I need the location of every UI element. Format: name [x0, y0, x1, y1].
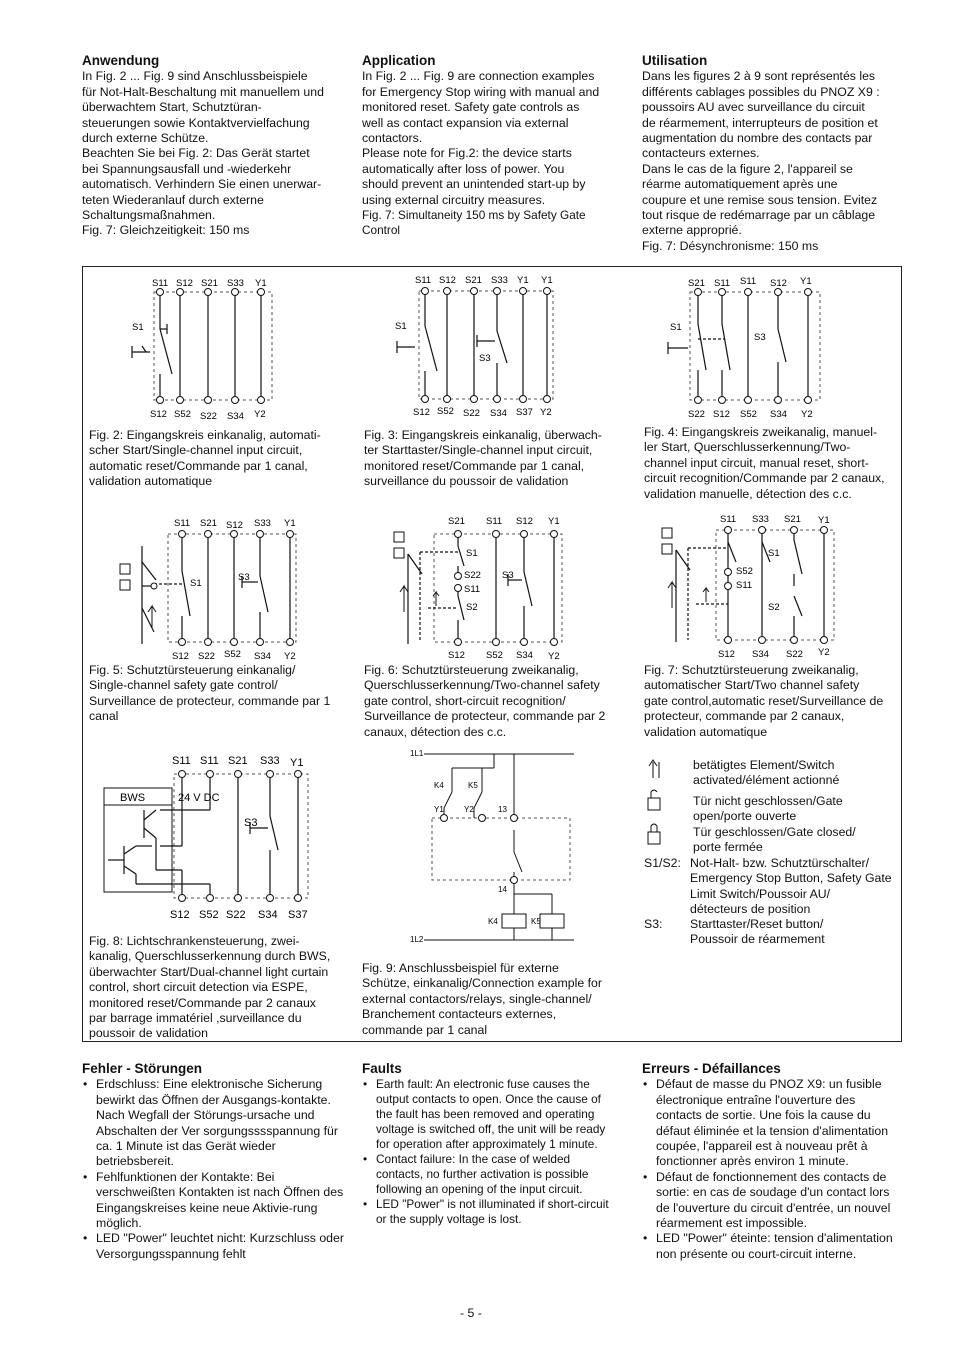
fig8-voltage: 24 V DC [178, 792, 220, 804]
fig8-s3: S3 [244, 817, 258, 829]
fig2-diagram [120, 274, 280, 424]
legend-s3-text: Starttaster/Reset button/ Poussoir de réarmement [690, 917, 825, 947]
fig9-l1: 1L1 [410, 749, 424, 758]
fig8-bws: BWS [120, 792, 146, 804]
fig4-b3: S34 [770, 409, 787, 420]
fig2-t4: Y1 [255, 278, 267, 289]
faults-fr [642, 1061, 904, 1262]
fig8-b3: S34 [258, 909, 278, 921]
fig8-t1: S11 [200, 755, 219, 767]
fig9-k5-coil: K5 [531, 917, 541, 926]
legend-s1s2-text: Not-Halt- bzw. Schutztürschalter/ Emergency Stop Button, Safety Gate Limit Switch/Poussoir AU/ détecteurs de position [690, 856, 892, 917]
fig2-b1: S52 [174, 409, 191, 420]
fig9-k4-coil: K4 [488, 917, 498, 926]
fig7-t2: S21 [784, 514, 801, 525]
fig3-t4: Y1 [517, 275, 529, 286]
fig7-s11: S11 [736, 580, 753, 591]
heading-anwendung: Anwendung [82, 53, 160, 68]
fig5-b2: S52 [224, 649, 241, 660]
fig9-y1: Y1 [434, 805, 444, 814]
gate-closed-icon [648, 824, 660, 844]
text-utilisation: Dans les figures 2 à 9 sont représentés les différents cablages possibles du PNOZ X9 : poussoirs AU avec surveillance du circuit de réarmement, interrupteurs de position et augmentation du nombre des contacts par contacteurs externes. Dans le cas de la figure 2, l'appareil se réarme automatiquement après une coupure et une remise sous tension. Evitez tout risque de redémarrage par un câblage externe approprié. Fig. 7: Désynchronisme: 150 ms [642, 69, 880, 253]
fault-en-3: • LED "Power" is not illuminated if short-circuit or the supply voltage is lost. [376, 1197, 620, 1227]
fig6-t3: Y1 [548, 516, 560, 527]
fig6-s11: S11 [464, 584, 481, 595]
fig5-t2: S12 [226, 520, 243, 531]
fig5-t1: S21 [200, 518, 217, 529]
fig5-b0: S12 [172, 651, 189, 662]
fig3-b4: S37 [516, 407, 533, 418]
fig2-b0: S12 [150, 409, 167, 420]
fig4-b1: S12 [713, 409, 730, 420]
fig7-b1: S34 [752, 649, 769, 660]
fig2-caption: Fig. 2: Eingangskreis einkanalig, automati- scher Start/Single-channel input circuit, automatic reset/Commande par 1 canal, validation automatique [89, 428, 321, 489]
fig6-b1: S52 [486, 650, 503, 661]
fig6-s2: S2 [466, 602, 478, 613]
fig4-b0: S22 [688, 409, 705, 420]
fig2-b4: Y2 [254, 409, 266, 420]
fig6-b0: S12 [448, 650, 465, 661]
fig6-s22: S22 [464, 570, 481, 581]
fig7-s52: S52 [736, 566, 753, 577]
text-application-fig7: Fig. 7: Simultaneity 150 ms by Safety Gate Control [362, 208, 586, 237]
fig4-caption: Fig. 4: Eingangskreis zweikanalig, manuel- ler Start, Querschlusserkennung/Two- channel input circuit, manual reset, short- circuit recognition/Commande par 2 canaux, validation manuelle, détection des c.c. [644, 425, 885, 501]
fig9-14: 14 [498, 885, 507, 894]
fig2-s1: S1 [132, 322, 144, 333]
fig5-t4: Y1 [284, 518, 296, 529]
fault-fr-1: • Défaut de masse du PNOZ X9: un fusible électronique entraîne l'ouverture des contacts de sortie. Une fois la cause du défaut éliminée et la tension d'alimentation coupée, l'appareil est à nouveau prêt à fonctionner après environ 1 minute. [656, 1077, 904, 1169]
fig3-t5: Y1 [541, 275, 553, 286]
fig3-b2: S22 [463, 408, 480, 419]
fig7-s2: S2 [768, 602, 780, 613]
intro-en [362, 53, 632, 237]
fig7-caption: Fig. 7: Schutztürsteuerung zweikanalig, automatischer Start/Two channel safety gate control,automatic reset/Surveillance de protecteur, commande par 2 canaux, validation automatique [644, 663, 884, 739]
fig5-s3: S3 [238, 572, 250, 583]
fig6-b3: Y2 [548, 651, 560, 662]
fig2-t1: S12 [176, 278, 193, 289]
fig9-k5-contact: K5 [468, 781, 478, 790]
fig8-b2: S22 [226, 909, 246, 921]
fig7-b3: Y2 [818, 647, 830, 658]
actuated-icon [649, 760, 659, 778]
heading-utilisation: Utilisation [642, 53, 708, 68]
fig8-b4: S37 [288, 909, 308, 921]
fig6-b2: S34 [516, 650, 533, 661]
fig2-t3: S33 [227, 278, 244, 289]
fig5-caption: Fig. 5: Schutztürsteuerung einkanalig/ Single-channel safety gate control/ Surveillance de protecteur, commande par 1 canal [89, 663, 331, 724]
fig6-t0: S21 [448, 516, 465, 527]
fig8-t3: S33 [260, 755, 280, 767]
faults-en [362, 1061, 620, 1227]
fig4-b4: Y2 [801, 409, 813, 420]
fig6-t2: S12 [516, 516, 533, 527]
fault-de-1: • Erdschluss: Eine elektronische Sicherung bewirkt das Öffnen der Ausgangs-kontakte. Nach Wegfall der Störungs-ursache und Abschalten der Ver sorgungsssspannung für ca. 1 Minute ist das Gerät wieder betriebsbereit. [96, 1077, 344, 1169]
fig3-s1: S1 [395, 321, 407, 332]
fig3-t1: S12 [439, 275, 456, 286]
fig3-s3: S3 [479, 353, 491, 364]
fig8-t4: Y1 [290, 757, 304, 769]
fig7-b0: S12 [718, 649, 735, 660]
fig6-diagram [390, 514, 570, 662]
fig3-t2: S21 [465, 275, 482, 286]
fig6-t1: S11 [486, 516, 503, 527]
fault-de-3: • LED "Power" leuchtet nicht: Kurzschluss oder Versorgungsspannung fehlt [96, 1231, 344, 1262]
fig7-s1: S1 [768, 548, 780, 559]
fault-fr-2: • Défaut de fonctionnement des contacts de sortie: en cas de soudage d'un contact lors de l'ouverture du circuit d'entrée, un nouvel réarmement est impossible. [656, 1170, 904, 1232]
fig4-diagram [660, 274, 830, 424]
fig6-s3: S3 [502, 570, 514, 581]
fig9-13: 13 [498, 805, 507, 814]
fig2-b3: S34 [227, 411, 244, 422]
fault-en-1: • Earth fault: An electronic fuse causes the output contacts to open. Once the cause of the fault has been removed and operating voltage is switched off, the unit will be ready for operation after approximately 1 minute. [376, 1077, 620, 1152]
fig5-s1: S1 [190, 578, 202, 589]
gate-open-icon [648, 790, 660, 810]
heading-erreurs: Erreurs - Défaillances [642, 1061, 781, 1076]
fig8-t0: S11 [172, 755, 191, 767]
fig2-b2: S22 [200, 411, 217, 422]
fig8-t2: S21 [228, 755, 248, 767]
fault-en-2: • Contact failure: In the case of welded contacts, no further activation is possible following an opening of the input circuit. [376, 1152, 620, 1197]
fig2-t2: S21 [201, 278, 218, 289]
fig7-t3: Y1 [818, 515, 830, 526]
fig3-caption: Fig. 3: Eingangskreis einkanalig, überwach- ter Starttaster/Single-channel input circuit, monitored reset/Commande par 1 canal, surveillance du poussoir de validation [364, 428, 602, 489]
legend-s1s2-key: S1/S2: [644, 856, 681, 870]
fig7-t1: S33 [752, 514, 769, 525]
fig3-t3: S33 [491, 275, 508, 286]
legend-actuated: betätigtes Element/Switch activated/élément actionné [693, 758, 840, 788]
fig4-t1: S11 [714, 278, 731, 289]
legend-s3-key: S3: [644, 917, 663, 931]
legend-icons [645, 758, 685, 854]
text-anwendung: In Fig. 2 ... Fig. 9 sind Anschlussbeispiele für Not-Halt-Beschaltung mit manuellem und überwachtem Start, Schutztüran- steuerungen sowie Kontaktvervielfachung durch externe Schütze. Beachten Sie bei Fig. 2: Das Gerät startet bei Spannungsausfall und -wiederkehr automatisch. Verhindern Sie einen unerwar- teten Wiederanlauf durch externe Schaltungsmaßnahmen. Fig. 7: Gleichzeitigkeit: 150 ms [82, 69, 324, 238]
fig4-t2: S11 [740, 276, 757, 287]
fig8-b1: S52 [199, 909, 219, 921]
fig4-b2: S52 [740, 409, 757, 420]
heading-fehler: Fehler - Störungen [82, 1061, 203, 1076]
fig5-t0: S11 [174, 518, 191, 529]
fig3-t0: S11 [415, 275, 432, 286]
fault-de-2: • Fehlfunktionen der Kontakte: Bei verschweißten Kontakten ist nach Öffnen des Eingangskreises keine neue Aktivie-rung möglich. [96, 1170, 344, 1232]
text-application: In Fig. 2 ... Fig. 9 are connection examples for Emergency Stop wiring with manual and monitored reset. Safety gate controls as well as contact expansion via external contactors. Please note for Fig.2: the device starts automatically after loss of power. You should prevent an unintended start-up by using external circuitry measures. [362, 69, 600, 207]
fig3-diagram [385, 271, 565, 421]
legend-closed: Tür geschlossen/Gate closed/ porte fermée [693, 825, 856, 855]
fig4-t3: S12 [770, 278, 787, 289]
fig9-y2: Y2 [464, 805, 474, 814]
fig3-b3: S34 [490, 408, 507, 419]
fig4-s3: S3 [754, 332, 766, 343]
fig3-b0: S12 [413, 407, 430, 418]
fig9-diagram [404, 744, 584, 948]
fig3-b5: Y2 [540, 407, 552, 418]
fault-fr-3: • LED "Power" éteinte: tension d'alimentation non présente ou court-circuit interne. [656, 1231, 904, 1262]
fig9-l2: 1L2 [410, 935, 424, 944]
fig2-t0: S11 [152, 278, 169, 289]
fig8-b0: S12 [170, 909, 190, 921]
fig4-s1: S1 [670, 322, 682, 333]
fig7-b2: S22 [786, 649, 803, 660]
faults-de [82, 1061, 344, 1262]
fig8-caption: Fig. 8: Lichtschrankensteuerung, zwei- kanalig, Querschlusserkennung durch BWS, überwachter Start/Dual-channel light curtain control, short circuit detection via ESPE, monitored reset/Commande par 2 canaux par barrage immatériel ,surveillance du poussoir de validation [89, 934, 331, 1041]
fig4-t4: Y1 [800, 276, 812, 287]
fig5-b3: S34 [254, 651, 271, 662]
fig7-diagram [656, 510, 846, 660]
intro-fr [642, 53, 912, 254]
heading-faults: Faults [362, 1061, 402, 1076]
intro-de [82, 53, 352, 239]
fig5-b1: S22 [198, 651, 215, 662]
fig5-diagram [114, 516, 304, 664]
fig5-b4: Y2 [284, 651, 296, 662]
fig9-caption: Fig. 9: Anschlussbeispiel für externe Schütze, einkanalig/Connection example for external contactors/relays, single-channel/ Branchement contacteurs externes, commande par 1 canal [362, 961, 602, 1037]
fig7-t0: S11 [720, 514, 737, 525]
fig9-k4-contact: K4 [434, 781, 444, 790]
fig4-t0: S21 [688, 278, 705, 289]
page-number: - 5 - [460, 1306, 482, 1320]
fig3-b1: S52 [437, 406, 454, 417]
fig5-t3: S33 [254, 518, 271, 529]
fig6-s1: S1 [466, 548, 478, 559]
fig8-diagram [100, 750, 320, 926]
legend-open: Tür nicht geschlossen/Gate open/porte ouverte [693, 794, 843, 824]
fig6-caption: Fig. 6: Schutztürsteuerung zweikanalig, Querschlusserkennung/Two-channel safety gate control, short-circuit recognition/ Surveillance de protecteur, commande par 2 canaux, détection des c.c. [364, 663, 606, 739]
heading-application: Application [362, 53, 436, 68]
